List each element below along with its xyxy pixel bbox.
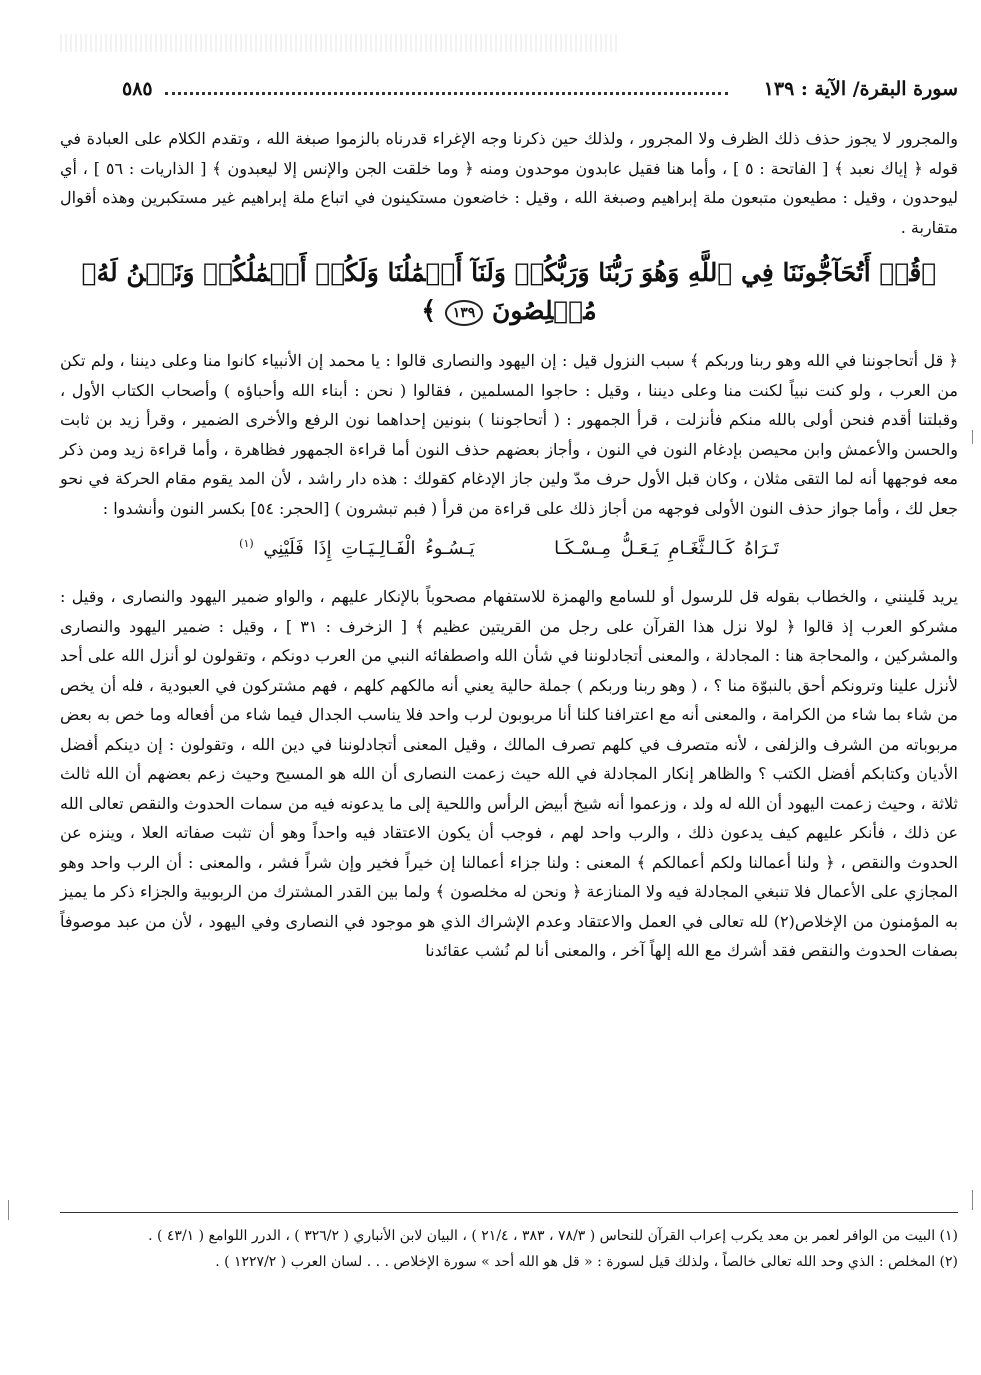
- margin-mark: [972, 430, 973, 444]
- paragraph-3: يريد فَلينني ، والخطاب بقوله قل للرسول أو للسامع والهمزة للاستفهام مصحوباً بالإنكار عليهم ، والواو ضمير اليهود والنصارى ، وقيل : مشركو العرب إذ قالوا ﴿ لولا نزل هذا القرآن على رجل من القريتين عظيم ﴾ [ الزخرف : ٣١ ] ، وقيل : ضمير اليهود والنصارى والمشركين ، والمحاجة هنا : المجادلة ، والمعنى أتجادلوننا في شأن الله واصطفائه النبي من العرب دونكم ، وتقولون لو أنزل الله على أحد لأنزل علينا وترونكم أحق بالنبوّة منا ؟ ، ( وهو ربنا وربكم ) جملة حالية يعني أنه مالكهم كلهم ، فهم مشتركون في العبودية ، فله أن يخص من شاء بما شاء من الكرامة ، والمعنى أنه مع اعترافنا كلنا أنا مربوبون لرب واحد فلا يناسب الجدال فيما شاء من أفعاله وما خص به بعض مربوباته من الشرف والزلفى ، لأنه متصرف في كلهم تصرف المالك ، وقيل المعنى أتجادلوننا في دين الله ، وتقولون : إن دينكم أفضل الأديان وكتابكم أفضل الكتب ؟ والظاهر إنكار المجادلة في الله حيث زعمت النصارى أن الله هو المسيح وحيث زعم بعضهم أن الله ثالث ثلاثة ، وحيث زعمت اليهود أن الله له ولد ، وزعموا أنه شيخ أبيض الرأس واللحية إلى ما يدعونه فيه من سمات الحدوث والنقص تعالى الله عن ذلك ، فأنكر عليهم كيف يدعون ذلك ، والرب واحد لهم ، فوجب أن يكون الاعتقاد فيه واحداً وهو أن تثبت صفاته العلا ، وينزه عن الحدوث والنقص ، ﴿ ولنا أعمالنا ولكم أعمالكم ﴾ المعنى : ولنا جزاء أعمالنا إن خيراً فخير وإن شراً فشر ، والمعنى : أن الرب واحد وهو المجازي على الأعمال فلا تنبغي المجادلة فيه ولا المنازعة ﴿ ونحن له مخلصون ﴾ ولما بين القدر المشترك من الربوبية والجزاء ذكر ما يميز به المؤمنون من الإخلاص(٢) لله تعالى في العمل والاعتقاد وعدم الإشراك الذي هو موجود في النصارى وفي اليهود ، لأن من عبد موصوفاً بصفات الحدوث والنقص فقد أشرك مع الله إلهاً آخر ، والمعنى أنا لم نُشب عقائدنا: [60, 587, 959, 960]
- paragraph-2: ﴿ قل أتحاجوننا في الله وهو ربنا وربكم ﴾ سبب النزول قيل : إن اليهود والنصارى قالوا : يا محمد إن الأنبياء كانوا منا وعلى ديننا ، ولم تكن من العرب ، ولو كنت نبياً لكنت منا وعلى ديننا ، وقيل : حاجوا المسلمين ، فقالوا ( نحن : أبناء الله وأحباؤه ) وأصحاب الكتاب الأول ، وقبلتنا أقدم فنحن أولى بالله منكم فأنزلت ، قرأ الجمهور : ( أتحاجوننا ) بنونين إحداهما نون الرفع والأخرى الضمير ، وقرأ زيد بن ثابت والحسن والأعمش وابن محيصن بإدغام النون في النون ، وأجاز بعضهم حذف النون أما قراءة الجمهور فظاهرة ، وأما قراءة زيد ومن ذكر معه فوجهها أنه لما التقى مثلان ، وكان قبل الأول حرف مدّ ولين جاز الإدغام كقولك : هذه دار راشد ، لأن المد يقوم مقام الحركة في نحو جعل لك ، وأما جواز حذف النون الأولى فوجهه من أجاز ذلك على قراءة من قرأ ( فبم تبشرون ) [الحجر: ٥٤] بكسر النون وأنشدوا :: [60, 351, 959, 518]
- footnote-2: (٢) المخلص : الذي وحد الله تعالى خالصاً ، ولذلك قيل لسورة : « قل هو الله أحد » سورة الإخلاص . . . لسان العرب ( ١٢٢٧/٢ ) .: [215, 1254, 958, 1270]
- surah-title: سورة البقرة/ الآية : ١٣٩: [763, 78, 958, 100]
- page-number: ٥٨٥: [122, 78, 153, 100]
- margin-mark: [972, 1190, 973, 1210]
- margin-mark: [8, 1200, 9, 1220]
- footnotes: [60, 1212, 958, 1275]
- verse-text: ﴿قُلۡ أَتُحَآجُّونَنَا فِي ٱللَّهِ وَهُوَ رَبُّنَا وَرَبُّكُمۡ وَلَنَآ أَعۡمَٰلُنَا وَلَكُمۡ أَعۡمَٰلُكُمۡ وَنَحۡنُ لَهُۥ مُخۡلِصُونَ: [81, 258, 937, 325]
- poem-hemistich-2: يَـسُـوءُ الْفَـالِـيَـاتِ إِذَا فَلَيْنِي: [263, 538, 475, 559]
- paragraph-1: والمجرور لا يجوز حذف ذلك الظرف ولا المجرور ، ولذلك حين ذكرنا وجه الإغراء قدرناه بالزموا صبغة الله ، وتقدم الكلام على العبادة في قوله ﴿ إياك نعبد ﴾ [ الفاتحة : ٥ ] ، وأما هنا فقيل عابدون موحدون ومنه ﴿ وما خلقت الجن والإنس إلا ليعبدون ﴾ [ الذاريات : ٥٦ ] ، أي ليوحدون ، وقيل : مطيعون متبعون ملة إبراهيم وصبغة الله ، وقيل : خاضعون مستكينون في اتباع ملة إبراهيم غير مستكبرين وهذه أقوال متقاربة .: [60, 129, 958, 237]
- verse-number-badge: ١٣٩: [445, 300, 484, 326]
- scan-artifact: [60, 34, 620, 52]
- footnote-1: (١) البيت من الوافر لعمر بن معد يكرب إعراب القرآن للنحاس ( ٧٨/٣ ، ٣٨٣ ، ٢١/٤ ) ، البيان لابن الأنباري ( ٣٢٦/٢ ) ، الدرر اللوامع ( ٤٣/١ ) .: [148, 1228, 958, 1244]
- header-dot-leader: [165, 92, 728, 95]
- verse-close-bracket: ﴾: [421, 296, 436, 325]
- running-header: [60, 78, 958, 124]
- footnote-ref-1: (١): [239, 537, 254, 550]
- page-body: [60, 78, 958, 966]
- quran-verse: [60, 254, 958, 330]
- poem-verse: [60, 527, 958, 566]
- poem-hemistich-1: تَـرَاهُ كَـالـثَّغَـامِ يَـعَـلُّ مِـسْـكَـا: [554, 538, 779, 559]
